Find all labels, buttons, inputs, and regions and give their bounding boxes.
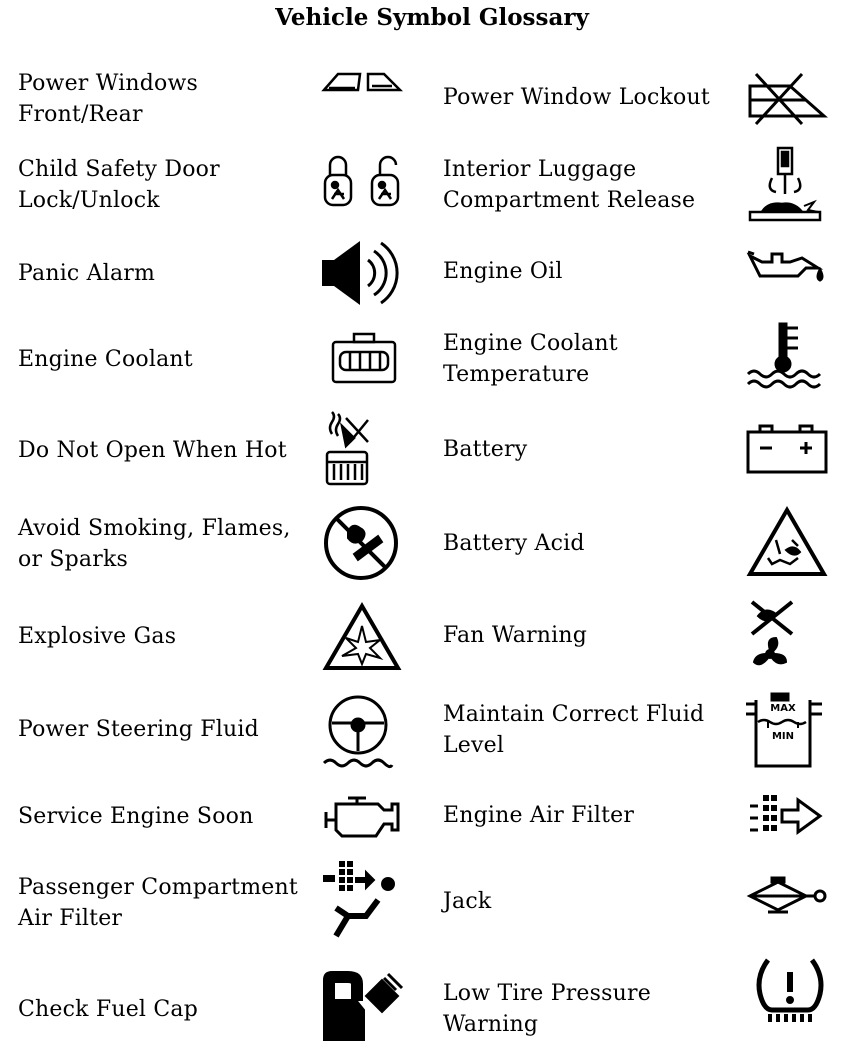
label-fluid-level: Maintain Correct Fluid Level — [443, 702, 705, 758]
coolant-temp-icon — [746, 320, 826, 390]
jack-icon — [746, 876, 826, 916]
label-avoid-smoking: Avoid Smoking, Flames, or Sparks — [18, 516, 291, 572]
page-title: Vehicle Symbol Glossary — [275, 4, 589, 31]
explosive-warning-icon — [322, 602, 402, 672]
label-fan-warning: Fan Warning — [443, 623, 588, 648]
label-engine-coolant: Engine Coolant — [18, 347, 193, 372]
label-engine-oil: Engine Oil — [443, 259, 563, 284]
label-child-safety-lock: Child Safety Door Lock/Unlock — [18, 157, 220, 213]
hot-cap-icon — [324, 412, 376, 488]
label-power-windows: Power Windows Front/Rear — [18, 71, 198, 127]
no-smoking-icon — [322, 504, 400, 582]
label-passenger-air-filter: Passenger Compartment Air Filter — [18, 875, 298, 931]
label-coolant-temperature: Engine Coolant Temperature — [443, 331, 618, 387]
label-power-steering-fluid: Power Steering Fluid — [18, 717, 259, 742]
trunk-release-icon — [748, 146, 824, 222]
child-lock-icon — [320, 153, 410, 211]
engine-icon — [322, 794, 402, 840]
fan-warning-icon — [746, 596, 802, 672]
air-filter-icon — [748, 794, 824, 840]
coolant-reservoir-icon — [330, 332, 398, 386]
label-do-not-open-hot: Do Not Open When Hot — [18, 438, 287, 463]
oil-can-icon — [746, 248, 828, 286]
fuel-cap-icon — [322, 970, 406, 1042]
power-window-icon — [322, 70, 404, 94]
label-engine-air-filter: Engine Air Filter — [443, 803, 635, 828]
battery-icon — [746, 424, 828, 476]
label-window-lockout: Power Window Lockout — [443, 85, 710, 110]
label-low-tire-pressure: Low Tire Pressure Warning — [443, 981, 651, 1037]
fluid-max-text: MAX — [770, 703, 796, 714]
tire-pressure-icon — [752, 954, 828, 1024]
label-panic-alarm: Panic Alarm — [18, 261, 156, 286]
cabin-filter-icon — [322, 860, 398, 940]
label-battery: Battery — [443, 437, 528, 462]
window-lockout-icon — [746, 70, 828, 126]
fluid-min-text: MIN — [771, 731, 795, 742]
label-service-engine-soon: Service Engine Soon — [18, 804, 254, 829]
label-check-fuel-cap: Check Fuel Cap — [18, 997, 198, 1022]
label-explosive-gas: Explosive Gas — [18, 624, 177, 649]
label-jack: Jack — [443, 889, 492, 914]
speaker-icon — [320, 238, 404, 308]
label-battery-acid: Battery Acid — [443, 531, 585, 556]
label-luggage-release: Interior Luggage Compartment Release — [443, 157, 696, 213]
acid-warning-icon — [746, 506, 828, 578]
steering-wheel-icon — [322, 693, 394, 769]
fluid-level-icon — [744, 692, 826, 768]
